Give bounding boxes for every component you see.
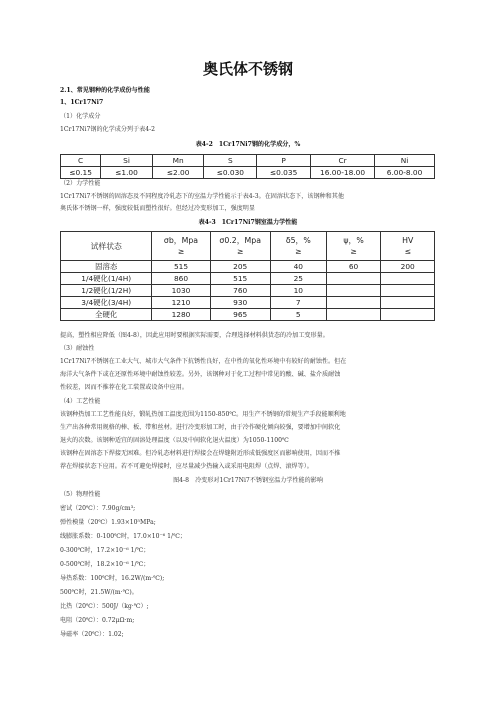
table-cell: 16.00-18.00 — [310, 167, 374, 179]
table-cell — [326, 309, 381, 321]
physical-text-line: 密试（20℃）：7.90g/cm³; — [60, 505, 136, 512]
table-cell: 930 — [210, 297, 270, 309]
process-text-line: 生产出各种常用规格的棒、板、带和丝材。进行冷变形加工时，由于冷作硬化倾向较强，要增加中间软化 — [60, 424, 341, 431]
table-cell: 7 — [270, 297, 326, 309]
table-header-row — [61, 155, 435, 167]
physical-text-line: 电阻（20℃）：0.72μΩ·m; — [60, 617, 135, 624]
section-heading: 2.1、常见钢种的化学成份与性能 — [60, 87, 150, 94]
composition-table — [60, 154, 435, 179]
table2-caption: 表4-3 1Cr17Ni7钢室温力学性能 — [198, 219, 298, 226]
after-table-text: 提高，塑性相应降低（图4-8），因此应用时要根据实际需要，合理选择材料供货态的冷加工变形量。 — [60, 332, 329, 339]
table-cell: 全硬化 — [61, 309, 152, 321]
corrosion-text-line: 性较差，因而不推荐在化工装置或设备中应用。 — [60, 384, 188, 391]
figure-caption: 图4-8 冷变形对1Cr17Ni7不锈钢室温力学性能的影响 — [173, 477, 323, 484]
process-text-line: 荐在焊接状态下应用。若不可避免焊接时，应尽量减少热输入或采用电阻焊（点焊、滚焊等）。 — [60, 463, 313, 470]
table-cell — [381, 297, 435, 309]
table-header-cell: Cr — [310, 155, 374, 167]
table-row — [61, 167, 435, 179]
table-header-cell: σb，Mpa ≥ — [152, 232, 210, 261]
table-cell: 860 — [152, 273, 210, 285]
table-cell: 60 — [326, 261, 381, 273]
table-cell — [381, 285, 435, 297]
table-cell: 200 — [381, 261, 435, 273]
table-cell — [326, 297, 381, 309]
physical-text-line: 导热系数：100℃时，16.2W/(m·℃); — [60, 575, 165, 582]
physical-text-line: 导磁率（20℃）：1.02; — [60, 631, 124, 638]
physical-text-line: 500℃时，21.5W/(m·℃)。 — [60, 589, 138, 596]
table-header-cell: σ0.2，Mpa ≥ — [210, 232, 270, 261]
chem-description: 1Cr17Ni7钢的化学成分列于表4-2 — [60, 126, 156, 133]
table-header-cell: δ5，% ≥ — [270, 232, 326, 261]
table-cell — [381, 273, 435, 285]
table-cell: 1280 — [152, 309, 210, 321]
table-cell: 205 — [210, 261, 270, 273]
table-cell: ≤0.035 — [257, 167, 311, 179]
subsection-heading: 1、1Cr17Ni7 — [60, 99, 104, 106]
table-cell: 1210 — [152, 297, 210, 309]
table-header-cell: Mn — [152, 155, 204, 167]
table-cell: 515 — [152, 261, 210, 273]
mech-heading: （2）力学性能 — [60, 180, 101, 187]
corrosion-text-line: 海洋大气条件下或在还原性环境中耐蚀性较差。另外，该钢种对于化工过程中常见的酸、碱、盐介质耐蚀 — [60, 371, 341, 378]
table-cell: ≤0.15 — [61, 167, 101, 179]
table1-caption: 表4-2 1Cr17Ni7钢的化学成分，% — [195, 141, 301, 148]
table-cell: 6.00-8.00 — [375, 167, 435, 179]
table-header-cell: S — [204, 155, 257, 167]
physical-text-line: 0-300℃时，17.2×10⁻⁶ 1/℃； — [60, 547, 150, 554]
table-header-cell: Si — [101, 155, 153, 167]
mech-text-line: 1Cr17Ni7不锈钢的固溶态及不同程度冷轧态下的室温力学性能示于表4-3。在固溶状态下，该钢种和其他 — [60, 193, 344, 200]
table-header-cell: Ni — [375, 155, 435, 167]
table-cell: 1/4硬化(1/4H) — [61, 273, 152, 285]
table-cell: ≤0.030 — [204, 167, 257, 179]
table-cell: 1030 — [152, 285, 210, 297]
table-cell: 965 — [210, 309, 270, 321]
table-row — [61, 309, 435, 321]
table-cell: 760 — [210, 285, 270, 297]
table-cell: 3/4硬化(3/4H) — [61, 297, 152, 309]
table-row — [61, 261, 435, 273]
table-row — [61, 297, 435, 309]
chem-heading: （1）化学成分 — [60, 113, 101, 120]
corrosion-text-line: 1Cr17Ni7不锈钢在工业大气、城市大气条件下抗锈性良好，在中性的氧化性环境中有较好的耐蚀性。但在 — [60, 358, 347, 365]
table-cell: 40 — [270, 261, 326, 273]
table-header-cell: HV ≤ — [381, 232, 435, 261]
table-cell: 25 — [270, 273, 326, 285]
table-header-cell: 试样状态 — [61, 232, 152, 261]
mech-text-line: 奥氏体不锈钢一样，强度较低而塑性很好。但经过冷变形加工，强度明显 — [60, 205, 255, 212]
physical-text-line: 弹性模量（20℃）1.93×10⁵MPa; — [60, 519, 156, 526]
table-row — [61, 285, 435, 297]
table-cell — [381, 309, 435, 321]
table-header-cell: ψ，% ≥ — [326, 232, 381, 261]
table-cell: 固溶态 — [61, 261, 152, 273]
table-cell: 515 — [210, 273, 270, 285]
physical-text-line: 0-500℃时，18.2×10⁻⁶ 1/℃； — [60, 561, 150, 568]
physical-heading: （5）物理性能 — [60, 491, 101, 498]
table-cell: 5 — [270, 309, 326, 321]
document-title: 奥氏体不锈钢 — [202, 60, 293, 78]
physical-text-line: 线膨胀系数：0-100℃时，17.0×10⁻⁶ 1/℃； — [60, 533, 186, 540]
table-cell — [326, 273, 381, 285]
table-cell: ≤2.00 — [152, 167, 204, 179]
table-header-cell: P — [257, 155, 311, 167]
table-row — [61, 273, 435, 285]
corrosion-heading: （3）耐蚀性 — [60, 345, 95, 352]
mechanical-properties-table — [60, 231, 435, 321]
table-cell: 10 — [270, 285, 326, 297]
physical-text-line: 比热（20℃）：500J/（kg·℃）; — [60, 603, 149, 610]
table-header-row — [61, 232, 435, 261]
table-cell: ≤1.00 — [101, 167, 153, 179]
process-text-line: 该钢种热加工工艺性能良好，锻轧热加工温度范围为1150-850℃。用生产不锈钢的常规生产手段能顺利地 — [60, 411, 346, 418]
process-text-line: 退火的次数。该钢种适宜的固溶处理温度（以及中间软化退火温度）为1050-1100℃ — [60, 437, 289, 444]
table-header-cell: C — [61, 155, 101, 167]
table-cell: 1/2硬化(1/2H) — [61, 285, 152, 297]
process-text-line: 该钢种在固溶态下焊接无困难。但冷轧态材料进行焊接会在焊缝附近形成低强度区而影响使用，因而不推 — [60, 450, 341, 457]
process-heading: （4）工艺性能 — [60, 398, 101, 405]
table-cell — [326, 285, 381, 297]
